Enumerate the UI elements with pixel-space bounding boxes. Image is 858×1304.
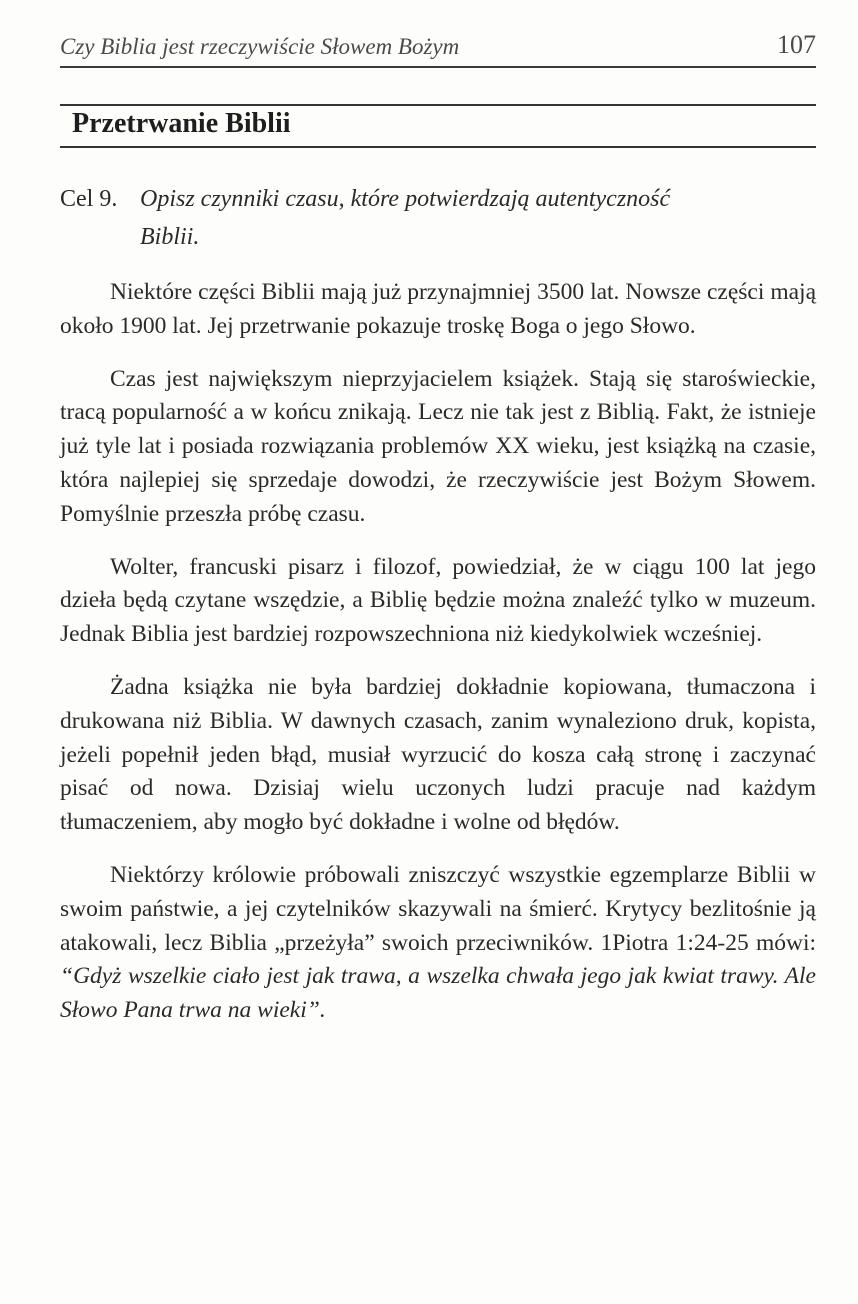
paragraph-1: Niektóre części Biblii mają już przynajmniej 3500 lat. Nowsze części mają około 1900 lat. Jej przetrwanie pokazuje troskę Boga o jego Słowo. xyxy=(60,279,816,339)
goal-text-line1: Opisz czynniki czasu, które potwierdzają autentyczność xyxy=(140,186,671,212)
paragraph-5-text: Niektórzy królowie próbowali zniszczyć wszystkie egzemplarze Biblii w swoim państwie, a jej czytelników skazywali na śmierć. Krytycy bezlitośnie ją atakowali, lecz Biblia „przeżyła” swoich przeciwników. 1Piotra 1:24-25 mówi: xyxy=(60,861,816,956)
paragraph-2: Czas jest największym nieprzyjacielem książek. Stają się staroświeckie, tracą popularność a w końcu znikają. Lecz nie tak jest z Biblią. Fakt, że istnieje już tyle lat i posiada rozwiązania problemów XX wieku, jest książką na czasie, która najlepiej się sprzedaje dowodzi, że rzeczywiście jest Bożym Słowem. Pomyślnie przeszła próbę czasu. xyxy=(60,365,816,527)
running-title: Czy Biblia jest rzeczywiście Słowem Bożym xyxy=(60,34,460,59)
bible-quote: “Gdyż wszelkie ciało jest jak trawa, a wszelka chwała jego jak kwiat trawy. Ale Słowo Pana trwa na wieki”. xyxy=(60,963,816,1024)
goal-statement xyxy=(60,180,816,256)
section-heading-box xyxy=(60,104,816,148)
body-text xyxy=(60,276,816,1028)
running-header xyxy=(60,20,816,60)
goal-text-line2: Biblii. xyxy=(140,224,200,250)
paragraph-4: Żadna książka nie była bardziej dokładnie kopiowana, tłumaczona i drukowana niż Biblia. W dawnych czasach, zanim wynaleziono druk, kopista, jeżeli popełnił jeden błąd, musiał wyrzucić do kosza całą stronę i zaczynać pisać od nowa. Dzisiaj wielu uczonych ludzi pracuje nad każdym tłumaczeniem, aby mogło być dokładne i wolne od błędów. xyxy=(60,673,816,836)
paragraph-5 xyxy=(60,859,816,1028)
paragraph-3: Wolter, francuski pisarz i filozof, powiedział, że w ciągu 100 lat jego dzieła będą czytane wszędzie, a Biblię będzie można znaleźć tylko w muzeum. Jednak Biblia jest bardziej rozpowszechniona niż kiedykolwiek wcześniej. xyxy=(60,553,816,648)
header-rule xyxy=(60,66,816,68)
section-title: Przetrwanie Biblii xyxy=(72,108,291,139)
goal-label: Cel 9. xyxy=(60,186,118,212)
page-number: 107 xyxy=(777,30,816,59)
